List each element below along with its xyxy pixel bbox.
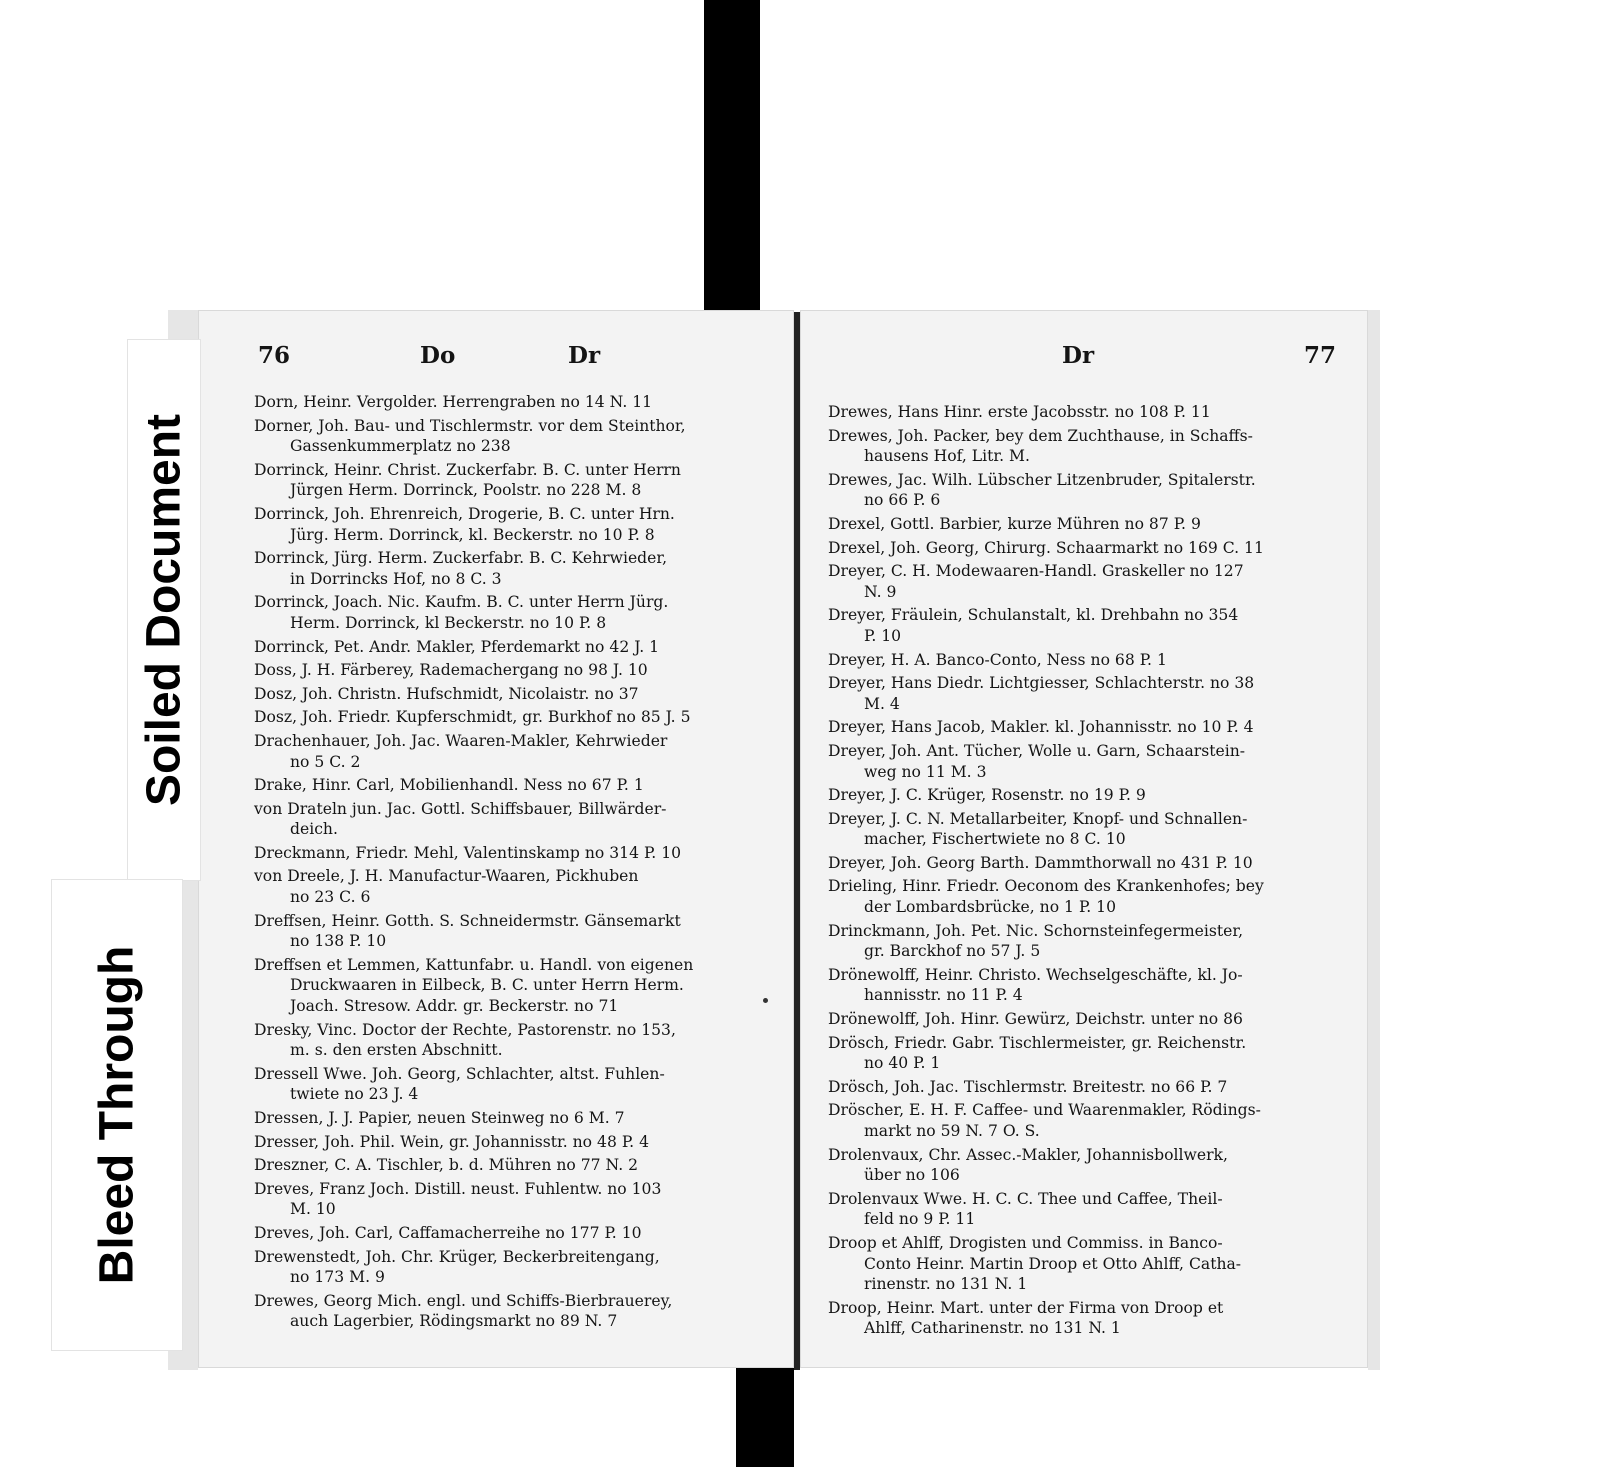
directory-entry bbox=[828, 809, 1348, 850]
left-header-right: Dr bbox=[568, 342, 601, 369]
entry-line: Dreyer, J. C. N. Metallarbeiter, Knopf- und Schnallen- bbox=[828, 809, 1248, 828]
bleed-through-label: Bleed Through bbox=[90, 945, 144, 1285]
entry-line: Dreckmann, Friedr. Mehl, Valentinskamp no 314 P. 10 bbox=[254, 843, 682, 862]
entry-line: Dreffsen, Heinr. Gotth. S. Schneidermstr. Gänsemarkt bbox=[254, 911, 681, 930]
binding-bar-top bbox=[704, 0, 760, 318]
entry-continuation: no 138 P. 10 bbox=[290, 932, 387, 951]
entry-line: Drolenvaux Wwe. H. C. C. Thee und Caffee, Theil- bbox=[828, 1189, 1223, 1208]
directory-entry bbox=[254, 1020, 774, 1061]
entry-continuation: feld no 9 P. 11 bbox=[864, 1210, 976, 1229]
entry-continuation: M. 4 bbox=[864, 694, 900, 713]
entry-line: Dreyer, Hans Jacob, Makler. kl. Johannisstr. no 10 P. 4 bbox=[828, 718, 1254, 737]
right-entries bbox=[828, 402, 1348, 1342]
left-page-number: 76 bbox=[258, 342, 291, 369]
entry-continuation: Herm. Dorrinck, kl Beckerstr. no 10 P. 8 bbox=[290, 613, 607, 632]
directory-entry bbox=[254, 504, 774, 545]
directory-entry bbox=[828, 538, 1348, 559]
entry-continuation: P. 10 bbox=[864, 626, 902, 645]
binding-bar-bottom bbox=[736, 1366, 794, 1467]
entry-line: Drewes, Joh. Packer, bey dem Zuchthause, in Schaffs- bbox=[828, 426, 1253, 445]
entry-line: Dreyer, H. A. Banco-Conto, Ness no 68 P. 1 bbox=[828, 650, 1167, 669]
directory-entry bbox=[254, 866, 774, 907]
directory-entry bbox=[254, 592, 774, 633]
entry-continuation: no 40 P. 1 bbox=[864, 1054, 941, 1073]
directory-entry bbox=[828, 785, 1348, 806]
entry-line: Dreves, Franz Joch. Distill. neust. Fuhlentw. no 103 bbox=[254, 1179, 662, 1198]
directory-entry bbox=[828, 1233, 1348, 1295]
soiled-document-label-box bbox=[128, 340, 200, 880]
entry-line: Dressen, J. J. Papier, neuen Steinweg no 6 M. 7 bbox=[254, 1109, 625, 1127]
entry-line: Drexel, Gottl. Barbier, kurze Mühren no 87 P. 9 bbox=[828, 514, 1201, 533]
entry-line: von Dreele, J. H. Manufactur-Waaren, Pickhuben bbox=[254, 867, 639, 886]
entry-line: Droop et Ahlff, Drogisten und Commiss. in Banco- bbox=[828, 1233, 1223, 1252]
entry-continuation: in Dorrincks Hof, no 8 C. 3 bbox=[290, 569, 502, 588]
directory-entry bbox=[254, 660, 774, 681]
left-page bbox=[198, 310, 794, 1368]
directory-entry bbox=[828, 965, 1348, 1006]
entry-line: Drexel, Joh. Georg, Chirurg. Schaarmarkt no 169 C. 11 bbox=[828, 538, 1264, 557]
entry-line: Dorrinck, Pet. Andr. Makler, Pferdemarkt no 42 J. 1 bbox=[254, 637, 660, 656]
entry-line: Dreyer, Joh. Ant. Tücher, Wolle u. Garn, Schaarstein- bbox=[828, 741, 1246, 760]
entry-line: Dreyer, C. H. Modewaaren-Handl. Graskeller no 127 bbox=[828, 562, 1244, 581]
entry-line: Drake, Hinr. Carl, Mobilienhandl. Ness no 67 P. 1 bbox=[254, 776, 644, 795]
bleed-through-label-box bbox=[52, 880, 182, 1350]
entry-line: Dresser, Joh. Phil. Wein, gr. Johannisstr. no 48 P. 4 bbox=[254, 1132, 649, 1151]
entry-continuation: hannisstr. no 11 P. 4 bbox=[864, 986, 1023, 1005]
entry-line: Dreyer, Fräulein, Schulanstalt, kl. Drehbahn no 354 bbox=[828, 606, 1239, 625]
entry-line: Dosz, Joh. Christn. Hufschmidt, Nicolaistr. no 37 bbox=[254, 684, 639, 703]
entry-continuation: no 23 C. 6 bbox=[290, 888, 371, 907]
directory-entry bbox=[828, 853, 1348, 874]
directory-entry bbox=[828, 1298, 1348, 1339]
entry-continuation: no 173 M. 9 bbox=[290, 1268, 385, 1287]
entry-continuation: deich. bbox=[290, 820, 338, 839]
directory-entry bbox=[828, 1189, 1348, 1230]
entry-line: Dorrinck, Jürg. Herm. Zuckerfabr. B. C. Kehrwieder, bbox=[254, 549, 668, 568]
directory-entry bbox=[254, 1064, 774, 1105]
entry-continuation: no 66 P. 6 bbox=[864, 491, 941, 510]
entry-line: Drolenvaux, Chr. Assec.-Makler, Johannisbollwerk, bbox=[828, 1145, 1228, 1164]
entry-line: von Drateln jun. Jac. Gottl. Schiffsbauer, Billwärder- bbox=[254, 799, 667, 818]
directory-entry bbox=[828, 717, 1348, 738]
directory-entry bbox=[254, 1155, 774, 1176]
directory-entry bbox=[254, 731, 774, 772]
directory-entry bbox=[254, 955, 774, 1017]
entry-line: Drinckmann, Joh. Pet. Nic. Schornsteinfegermeister, bbox=[828, 921, 1244, 940]
entry-line: Dorrinck, Joach. Nic. Kaufm. B. C. unter Herrn Jürg. bbox=[254, 593, 669, 612]
entry-continuation: Conto Heinr. Martin Droop et Otto Ahlff, Catha- bbox=[864, 1254, 1242, 1273]
entry-continuation: Druckwaaren in Eilbeck, B. C. unter Herrn Herm. bbox=[290, 976, 684, 995]
directory-entry bbox=[254, 1132, 774, 1153]
entry-line: Dreves, Joh. Carl, Caffamacherreihe no 177 P. 10 bbox=[254, 1223, 642, 1242]
directory-entry bbox=[254, 1179, 774, 1220]
entry-continuation: über no 106 bbox=[864, 1166, 960, 1185]
entry-line: Doss, J. H. Färberey, Rademachergang no 98 J. 10 bbox=[254, 661, 648, 680]
entry-line: Drewenstedt, Joh. Chr. Krüger, Beckerbreitengang, bbox=[254, 1247, 660, 1266]
entry-continuation: Jürg. Herm. Dorrinck, kl. Beckerstr. no 10 P. 8 bbox=[290, 525, 655, 544]
directory-entry bbox=[828, 921, 1348, 962]
entry-line: Drösch, Joh. Jac. Tischlermstr. Breitestr. no 66 P. 7 bbox=[828, 1077, 1228, 1096]
entry-line: Drösch, Friedr. Gabr. Tischlermeister, gr. Reichenstr. bbox=[828, 1033, 1247, 1052]
ink-spot bbox=[763, 998, 768, 1003]
entry-line: Drewes, Hans Hinr. erste Jacobsstr. no 108 P. 11 bbox=[828, 403, 1211, 421]
directory-entry bbox=[254, 843, 774, 864]
right-page-number: 77 bbox=[1304, 342, 1337, 369]
directory-entry bbox=[254, 799, 774, 840]
entry-continuation: rinenstr. no 131 N. 1 bbox=[864, 1275, 1028, 1294]
entry-continuation: weg no 11 M. 3 bbox=[864, 762, 987, 781]
soiled-document-label: Soiled Document bbox=[137, 413, 191, 807]
entry-line: Drieling, Hinr. Friedr. Oeconom des Krankenhofes; bey bbox=[828, 877, 1264, 896]
entry-line: Drewes, Georg Mich. engl. und Schiffs-Bierbrauerey, bbox=[254, 1291, 673, 1310]
entry-line: Drachenhauer, Joh. Jac. Waaren-Makler, Kehrwieder bbox=[254, 731, 668, 750]
entry-line: Dreffsen et Lemmen, Kattunfabr. u. Handl. von eigenen bbox=[254, 955, 694, 974]
entry-line: Dreszner, C. A. Tischler, b. d. Mühren no 77 N. 2 bbox=[254, 1156, 639, 1175]
directory-entry bbox=[254, 775, 774, 796]
entry-line: Drewes, Jac. Wilh. Lübscher Litzenbruder, Spitalerstr. bbox=[828, 470, 1256, 489]
directory-entry bbox=[828, 605, 1348, 646]
entry-line: Drönewolff, Joh. Hinr. Gewürz, Deichstr. unter no 86 bbox=[828, 1010, 1243, 1029]
right-page-edge bbox=[1368, 310, 1380, 1370]
entry-continuation: Jürgen Herm. Dorrinck, Poolstr. no 228 M. 8 bbox=[290, 481, 642, 500]
entry-continuation: no 5 C. 2 bbox=[290, 752, 361, 771]
entry-continuation: macher, Fischertwiete no 8 C. 10 bbox=[864, 830, 1126, 849]
entry-line: Dreyer, J. C. Krüger, Rosenstr. no 19 P. 9 bbox=[828, 786, 1146, 805]
right-header: Dr bbox=[1062, 342, 1095, 369]
entry-continuation: Gassenkummerplatz no 238 bbox=[290, 437, 511, 456]
left-entries bbox=[254, 392, 774, 1335]
directory-entry bbox=[828, 1033, 1348, 1074]
directory-entry bbox=[828, 514, 1348, 535]
directory-entry bbox=[828, 426, 1348, 467]
entry-line: Dressell Wwe. Joh. Georg, Schlachter, altst. Fuhlen- bbox=[254, 1064, 665, 1083]
right-page bbox=[800, 310, 1368, 1368]
directory-entry bbox=[254, 392, 774, 413]
entry-continuation: twiete no 23 J. 4 bbox=[290, 1085, 419, 1104]
entry-continuation: gr. Barckhof no 57 J. 5 bbox=[864, 942, 1041, 961]
directory-entry bbox=[254, 1108, 774, 1129]
entry-continuation: N. 9 bbox=[864, 582, 897, 601]
entry-continuation: hausens Hof, Litr. M. bbox=[864, 447, 1030, 466]
entry-continuation: auch Lagerbier, Rödingsmarkt no 89 N. 7 bbox=[290, 1312, 618, 1331]
directory-entry bbox=[828, 402, 1348, 423]
directory-entry bbox=[828, 673, 1348, 714]
directory-entry bbox=[254, 637, 774, 658]
entry-continuation: M. 10 bbox=[290, 1200, 336, 1219]
directory-entry bbox=[254, 1291, 774, 1332]
entry-continuation: m. s. den ersten Abschnitt. bbox=[290, 1041, 503, 1060]
entry-line: Dresky, Vinc. Doctor der Rechte, Pastorenstr. no 153, bbox=[254, 1020, 676, 1039]
entry-continuation: markt no 59 N. 7 O. S. bbox=[864, 1122, 1040, 1140]
entry-line: Dorrinck, Heinr. Christ. Zuckerfabr. B. C. unter Herrn bbox=[254, 460, 681, 479]
entry-line: Dröscher, E. H. F. Caffee- und Waarenmakler, Rödings- bbox=[828, 1101, 1261, 1120]
directory-entry bbox=[254, 460, 774, 501]
entry-line: Dreyer, Hans Diedr. Lichtgiesser, Schlachterstr. no 38 bbox=[828, 674, 1255, 693]
directory-entry bbox=[828, 1100, 1348, 1141]
entry-line: Dosz, Joh. Friedr. Kupferschmidt, gr. Burkhof no 85 J. 5 bbox=[254, 708, 691, 727]
entry-line: Dreyer, Joh. Georg Barth. Dammthorwall no 431 P. 10 bbox=[828, 853, 1253, 872]
directory-entry bbox=[828, 470, 1348, 511]
directory-entry bbox=[828, 876, 1348, 917]
directory-entry bbox=[828, 561, 1348, 602]
directory-entry bbox=[254, 1247, 774, 1288]
entry-line: Dorner, Joh. Bau- und Tischlermstr. vor dem Steinthor, bbox=[254, 416, 686, 435]
entry-line: Droop, Heinr. Mart. unter der Firma von Droop et bbox=[828, 1298, 1224, 1317]
directory-entry bbox=[254, 548, 774, 589]
directory-entry bbox=[828, 650, 1348, 671]
entry-line: Dorrinck, Joh. Ehrenreich, Drogerie, B. C. unter Hrn. bbox=[254, 504, 675, 523]
entry-line: Drönewolff, Heinr. Christo. Wechselgeschäfte, kl. Jo- bbox=[828, 965, 1243, 984]
left-header-left: Do bbox=[420, 342, 456, 369]
directory-entry bbox=[828, 1077, 1348, 1098]
entry-continuation: Joach. Stresow. Addr. gr. Beckerstr. no 71 bbox=[290, 997, 619, 1016]
directory-entry bbox=[254, 416, 774, 457]
directory-entry bbox=[254, 684, 774, 705]
directory-entry bbox=[828, 1009, 1348, 1030]
entry-continuation: Ahlff, Catharinenstr. no 131 N. 1 bbox=[864, 1319, 1121, 1338]
entry-continuation: der Lombardsbrücke, no 1 P. 10 bbox=[864, 898, 1117, 917]
directory-entry bbox=[828, 741, 1348, 782]
entry-line: Dorn, Heinr. Vergolder. Herrengraben no 14 N. 11 bbox=[254, 393, 653, 411]
directory-entry bbox=[254, 911, 774, 952]
directory-entry bbox=[828, 1145, 1348, 1186]
directory-entry bbox=[254, 707, 774, 728]
directory-entry bbox=[254, 1223, 774, 1244]
